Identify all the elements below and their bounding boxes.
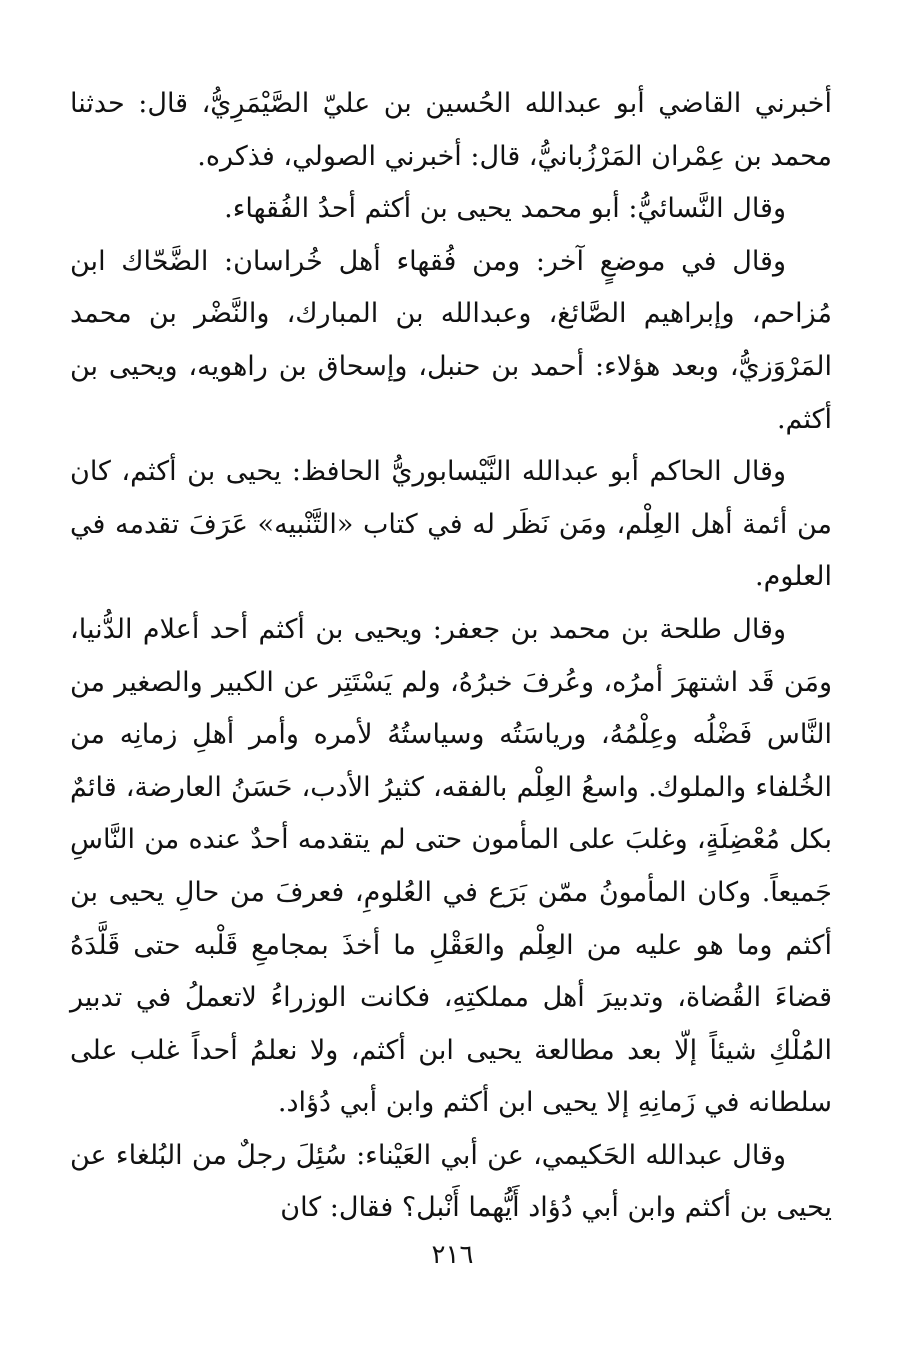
- paragraph-2: وقال النَّسائيُّ: أبو محمد يحيى بن أكثم أحدُ الفُقهاء.: [224, 193, 786, 225]
- paragraph-5: وقال طلحة بن محمد بن جعفر: ويحيى بن أكثم أحد أعلام الدُّنيا، ومَن قَد اشتهرَ أمرُه، وعُرفَ خبرُهُ، ولم يَسْتَتِر عن الكبير والصغير من النَّاس فَضْلُه وعِلْمُهُ، ورياسَتُه وسياستُهُ لأمره وأمر أهلِ زمانِه من الخُلفاء والملوك. واسعُ العِلْم بالفقه، كثيرُ الأدب، حَسَنُ العارضة، قائمٌ بكل مُعْضِلَةٍ، وغلبَ على المأمون حتى لم يتقدمه أحدٌ عنده من النَّاسِ جَميعاً. وكان المأمونُ ممّن بَرَع في العُلومِ، فعرفَ من حالِ يحيى بن أكثم وما هو عليه من العِلْم والعَقْلِ ما أخذَ بمجامعِ قَلْبه حتى قَلَّدَهُ قضاءَ القُضاة، وتدبيرَ أهل مملكتِهِ، فكانت الوزراءُ لاتعملُ في تدبير المُلْكِ شيئاً إلّا بعد مطالعة يحيى ابن أكثم، ولا نعلمُ أحداً غلب على سلطانه في زَمانِهِ إلا يحيى ابن أكثم وابن أبي دُؤاد.: [70, 613, 832, 1119]
- paragraph-4: وقال الحاكم أبو عبدالله النَّيْسابوريُّ الحافظ: يحيى بن أكثم، كان من أئمة أهل العِلْم، ومَن نَظَر له في كتاب «التَّنْبيه» عَرَفَ تقدمه في العلوم.: [70, 456, 832, 593]
- paragraph-6: وقال عبدالله الحَكيمي، عن أبي العَيْناء: سُئِلَ رجلٌ من البُلغاء عن يحيى بن أكثم وابن أبي دُؤاد أَيُّهما أَنْبل؟ فقال: كان: [70, 1139, 832, 1224]
- paragraph-1: أخبرني القاضي أبو عبدالله الحُسين بن عليّ الصَّيْمَرِيُّ، قال: حدثنا محمد بن عِمْران المَرْزُبانيُّ، قال: أخبرني الصولي، فذكره.: [70, 88, 832, 172]
- page-number: ٢١٦: [431, 1240, 474, 1270]
- paragraph-3: وقال في موضعٍ آخر: ومن فُقهاء أهل خُراسان: الضَّحّاك ابن مُزاحم، وإبراهيم الصَّائغ، وعبدالله بن المبارك، والنَّضْر بن محمد المَرْوَزيُّ، وبعد هؤلاء: أحمد بن حنبل، وإسحاق بن راهويه، ويحيى بن أكثم.: [70, 245, 832, 435]
- body-text: [70, 78, 832, 1235]
